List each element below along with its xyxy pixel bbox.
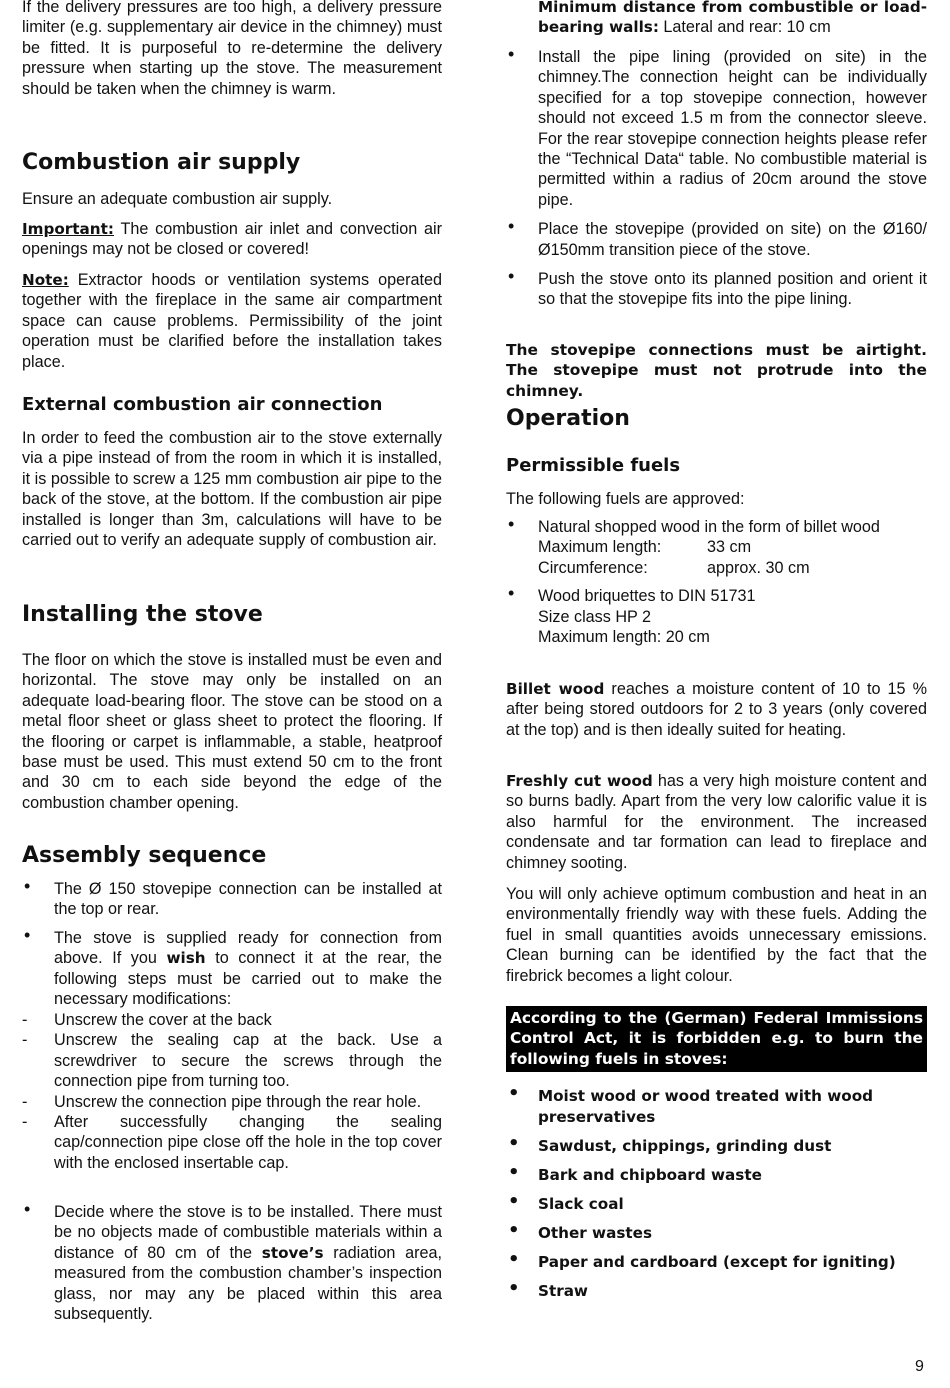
fuel2-title: • Wood briquettes to DIN 51731: [538, 587, 756, 606]
important-label: Important:: [22, 220, 114, 238]
assembly-list-2: [22, 928, 442, 1010]
min-distance-value: Lateral and rear: 10 cm: [658, 18, 831, 37]
important-text: The combustion air inlet and convection air openings may not be closed or covered!: [22, 220, 442, 259]
fuel-item-briquettes: [506, 586, 927, 647]
fuel1-length-row: [538, 537, 927, 557]
assembly-bullet-3: [22, 1202, 442, 1324]
assembly-bullet-2-post: to connect it at the rear, the following steps must be carried out to make the necessary modifications:: [54, 949, 442, 1009]
assembly-dash-list: [22, 1010, 442, 1173]
fresh-wood-paragraph: [506, 771, 927, 873]
intro-paragraph: If the delivery pressures are too high, a delivery pressure limiter (e.g. supplementary air device in the chimney) must be fitted. It is purposeful to re-determine the delivery pressure when starting up the stove. The measurement should be taken when the chimney is warm.: [22, 0, 442, 98]
combustion-air-heading: Combustion air supply: [22, 150, 301, 175]
forbidden-fuel-item: • Paper and cardboard (except for igniting): [506, 1252, 927, 1273]
assembly-bullet-2-pre: The stove is supplied ready for connection from above. If you: [54, 929, 442, 968]
airtight-note: The stovepipe connections must be airtight. The stovepipe must not protrude into the chimney.: [506, 341, 927, 400]
forbidden-fuel-item: • Bark and chipboard waste: [506, 1165, 927, 1186]
install-step: • Install the pipe lining (provided on site) in the chimney.The connection height can be individually specified for a top stovepipe connection, however should not exceed 1.5 m from the connector sleeve. For the rear stovepipe connection heights please refer the “Technical Data“ table. No combustible material is permitted within a radius of 20cm around the stove pipe.: [506, 47, 927, 210]
assembly-list: [22, 879, 442, 920]
installing-text: The floor on which the stove is installed must be even and horizontal. The stove may only be installed on an adequate load-bearing floor. The stove can be stood on a metal floor sheet or glass sheet to protect the flooring. If the flooring or carpet is inflammable, a stable, heatproof base must be used. This must extend 50 cm to the front and 30 cm to each side beyond the edge of the combustion chamber opening.: [22, 651, 442, 812]
external-air-heading: External combustion air connection: [22, 394, 383, 415]
dash-item: - Unscrew the cover at the back: [22, 1010, 442, 1030]
assembly-bullet-3-bold: stove’s: [261, 1243, 324, 1262]
fuel1-circ-label: Circumference:: [538, 558, 648, 577]
forbidden-fuel-item: • Slack coal: [506, 1194, 927, 1215]
assembly-bullet-3-post: radiation area, measured from the combustion chamber’s inspection glass, nor may any be placed within this area subsequently.: [54, 1243, 442, 1324]
note-label: Note:: [22, 271, 69, 289]
install-step: • Push the stove onto its planned position and orient it so that the stovepipe fits into the pipe lining.: [506, 269, 927, 310]
fuels-intro: The following fuels are approved:: [506, 490, 745, 508]
optimum-paragraph: You will only achieve optimum combustion and heat in an environmentally friendly way with these fuels. Adding the fuel in small quantities avoids unnecessary emissions. Clean burning can be identified by the fact that the firebrick becomes a light colour.: [506, 885, 927, 985]
assembly-list-3: [22, 1202, 442, 1324]
operation-heading: Operation: [506, 406, 630, 431]
billet-wood-text: reaches a moisture content of 10 to 15 % after being stored outdoors for 2 to 3 years (only covered at the top) and is then ideally suited for heating.: [506, 680, 927, 739]
forbidden-fuel-item: • Sawdust, chippings, grinding dust: [506, 1136, 927, 1157]
forbidden-notice: [506, 1006, 927, 1072]
install-steps-list: [506, 47, 927, 310]
fresh-wood-label: Freshly cut wood: [506, 772, 653, 790]
fresh-wood-text: has a very high moisture content and so burns badly. Apart from the very low calorific value it is also harmful for the environment. The increased condensate and tar formation can lead to fireplace and chimney sooting.: [506, 772, 927, 872]
fuel1-title: • Natural shopped wood in the form of billet wood: [538, 518, 880, 536]
min-distance-label: Minimum distance from combustible or load-bearing walls:: [538, 0, 927, 37]
dash-item: - Unscrew the connection pipe through the rear hole.: [22, 1092, 442, 1112]
forbidden-fuel-item: • Moist wood or wood treated with wood preservatives: [506, 1086, 927, 1128]
external-air-text: In order to feed the combustion air to the stove externally via a pipe instead of from the room in which it is installed, it is possible to screw a 125 mm combustion air pipe to the back of the stove, at the bottom. If the combustion air pipe installed is longer than 3m, calculations will have to be carried out to verify an adequate supply of combustion air.: [22, 429, 442, 550]
fuel2-length: Maximum length: 20 cm: [538, 628, 710, 647]
forbidden-fuel-item: • Other wastes: [506, 1223, 927, 1244]
fuel-item-billet: [506, 517, 927, 578]
installing-heading: Installing the stove: [22, 602, 263, 627]
permissible-fuels-heading: Permissible fuels: [506, 455, 681, 476]
fuels-list: [506, 517, 927, 647]
note-text: Extractor hoods or ventilation systems operated together with the fireplace in the same air compartment space can cause problems. Permissibility of the joint operation must be clarified before the installation takes place.: [22, 271, 442, 371]
page-number: 9: [915, 1358, 924, 1375]
fuel1-circ-value: approx. 30 cm: [707, 558, 810, 577]
fuel1-length-value: 33 cm: [707, 538, 752, 557]
fuel2-size: Size class HP 2: [538, 607, 652, 626]
forbidden-fuel-item: • Straw: [506, 1281, 927, 1302]
assembly-bullet-3-pre: Decide where the stove is to be installed. There must be no objects made of combustible materials within a distance of 80 cm of the: [54, 1203, 442, 1262]
min-distance-paragraph: [506, 0, 927, 38]
note-paragraph: [22, 270, 442, 372]
billet-wood-paragraph: [506, 679, 927, 740]
forbidden-fuels-list: [506, 1086, 927, 1302]
fuel1-length-label: Maximum length:: [538, 538, 662, 557]
assembly-bullet-1: • The Ø 150 stovepipe connection can be installed at the top or rear.: [22, 879, 442, 920]
forbidden-notice-text: According to the (German) Federal Immissions Control Act, it is forbidden e.g. to burn the following fuels in stoves:: [506, 1006, 927, 1072]
fuel1-circ-row: [538, 558, 927, 578]
assembly-bullet-2: [22, 928, 442, 1010]
assembly-heading: Assembly sequence: [22, 843, 267, 868]
billet-wood-label: Billet wood: [506, 680, 605, 698]
important-paragraph: [22, 219, 442, 260]
dash-item: - Unscrew the sealing cap at the back. Use a screwdriver to secure the screws through the connection pipe from turning too.: [22, 1030, 442, 1091]
dash-item: - After successfully changing the sealing cap/connection pipe close off the hole in the top cover with the enclosed insertable cap.: [22, 1112, 442, 1173]
install-step: • Place the stovepipe (provided on site) on the Ø160/Ø150mm transition piece of the stove.: [506, 219, 927, 260]
assembly-bullet-2-bold: wish: [166, 949, 206, 968]
combustion-air-text: Ensure an adequate combustion air supply.: [22, 190, 333, 208]
